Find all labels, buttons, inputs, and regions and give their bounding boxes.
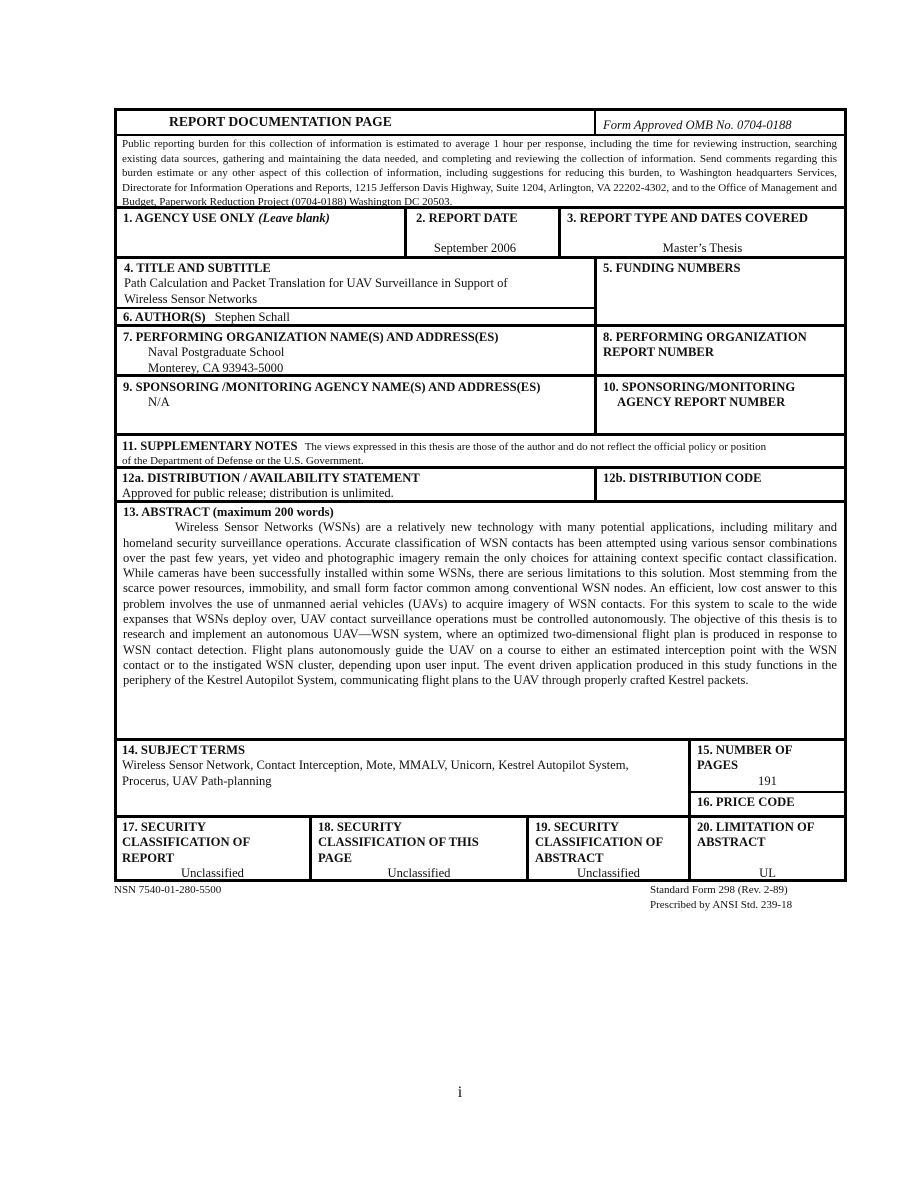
report-date-label: 2. REPORT DATE [416, 211, 518, 225]
sponsoring-report-label-1: 10. SPONSORING/MONITORING [603, 380, 796, 394]
security-report-label-2: CLASSIFICATION OF [122, 835, 251, 850]
supplementary-text-1: The views expressed in this thesis are those of the author and do not reflect the official policy or position [304, 441, 767, 453]
number-of-pages-value: 191 [758, 773, 777, 788]
distribution-statement-label: 12a. DISTRIBUTION / AVAILABILITY STATEMENT [122, 471, 420, 485]
supplementary-text-2: of the Department of Defense or the U.S. Government. [122, 455, 364, 468]
performing-org-line-2: Monterey, CA 93943-5000 [148, 360, 284, 375]
form-title: REPORT DOCUMENTATION PAGE [169, 114, 392, 129]
limitation-abstract-field[interactable] [691, 818, 844, 879]
funding-numbers-field[interactable]: 5. FUNDING NUMBERS [603, 261, 741, 275]
number-of-pages-label-1: 15. NUMBER OF [697, 743, 793, 757]
security-report-value: Unclassified [181, 865, 244, 880]
performing-org-label: 7. PERFORMING ORGANIZATION NAME(S) AND ADDRESS(ES) [123, 330, 499, 344]
security-page-label-1: 18. SECURITY [318, 820, 402, 834]
burden-statement: Public reporting burden for this collection of information is estimated to average 1 hour per response, including the time for reviewing instruction, searching existing data sources, gathering and maintaining the data needed, and completing and reviewing the collection of information. Send comments regarding this burden estimate or any other aspect of this collection of information, including suggestions for reducing this burden, to Washington headquarters Services, Directorate for Information Operations and Reports, 1215 Jefferson Davis Highway, Suite 1204, Arlington, VA 22202-4302, and to the Office of Management and Budget, Paperwork Reduction Project (0704-0188) Washington DC 20503. [122, 138, 837, 208]
subject-terms-line-2: Procerus, UAV Path-planning [122, 773, 272, 788]
sponsoring-agency-label: 9. SPONSORING /MONITORING AGENCY NAME(S) AND ADDRESS(ES) [123, 380, 541, 394]
security-report-label-1: 17. SECURITY [122, 820, 206, 834]
distribution-code-field[interactable]: 12b. DISTRIBUTION CODE [603, 471, 762, 485]
standard-form-label: Standard Form 298 (Rev. 2-89) [650, 884, 788, 896]
author-name: Stephen Schall [214, 310, 290, 324]
sponsoring-report-number-field[interactable] [597, 377, 844, 433]
sponsoring-agency-field[interactable] [117, 377, 594, 433]
security-page-value: Unclassified [387, 865, 451, 880]
nsn-number: NSN 7540-01-280-5500 [114, 884, 222, 896]
title-subtitle-field[interactable] [117, 259, 594, 307]
abstract-label: 13. ABSTRACT (maximum 200 words) [123, 505, 334, 519]
number-of-pages-label-2: PAGES [697, 758, 739, 773]
agency-use-field[interactable] [117, 209, 404, 256]
security-report-label-3: REPORT [122, 850, 175, 865]
supplementary-label: 11. SUPPLEMENTARY NOTES [122, 439, 298, 453]
security-page-field[interactable] [312, 818, 526, 879]
subject-terms-line-1: Wireless Sensor Network, Contact Interception, Mote, MMALV, Unicorn, Kestrel Autopilot System, [122, 758, 629, 773]
agency-use-label: 1. AGENCY USE ONLY [123, 211, 256, 225]
supplementary-line-1 [122, 439, 838, 455]
limitation-abstract-label-1: 20. LIMITATION OF [697, 820, 815, 834]
supplementary-notes-field[interactable] [117, 436, 844, 466]
report-date-field[interactable] [407, 209, 558, 256]
abstract-field[interactable] [117, 503, 844, 738]
limitation-abstract-label-2: ABSTRACT [697, 835, 766, 850]
distribution-statement-field[interactable] [117, 469, 594, 500]
security-abstract-label-1: 19. SECURITY [535, 820, 619, 834]
performing-org-line-1: Naval Postgraduate School [148, 345, 285, 360]
sponsoring-report-label-2: AGENCY REPORT NUMBER [617, 395, 786, 410]
subject-terms-field[interactable] [117, 741, 688, 815]
security-page-label-2: CLASSIFICATION OF THIS [318, 835, 479, 850]
price-code-field[interactable]: 16. PRICE CODE [697, 795, 795, 809]
performing-org-field[interactable] [117, 327, 594, 374]
number-of-pages-field[interactable] [691, 741, 844, 791]
security-page-label-3: PAGE [318, 850, 353, 865]
title-line-1: Path Calculation and Packet Translation for UAV Surveillance in Support of [124, 276, 508, 291]
performing-report-label-1: 8. PERFORMING ORGANIZATION [603, 330, 807, 344]
security-abstract-field[interactable] [529, 818, 688, 879]
prescribed-by-label: Prescribed by ANSI Std. 239-18 [650, 899, 793, 911]
security-abstract-label-2: CLASSIFICATION OF [535, 835, 664, 850]
title-line-2: Wireless Sensor Networks [124, 291, 258, 306]
agency-use-note: (Leave blank) [258, 211, 330, 225]
security-abstract-value: Unclassified [577, 865, 640, 880]
sponsoring-agency-value: N/A [148, 395, 170, 410]
abstract-text: Wireless Sensor Networks (WSNs) are a relatively new technology with many potential applications, including military and homeland security surveillance operations. Accurate classification of WSN contacts has been attempted using various sensor combinations over the past few years, yet video and photographic imagery remain the only choices for attaining context specific contact classification. While cameras have been successfully installed within some WSNs, there are serious limitations to this solution. Most stemming from the scarce power resources, immobility, and small form factor common among conventional WSN nodes. An efficient, low cost answer to this problem involves the use of unmanned aerial vehicles (UAVs) to acquire imagery of WSN contacts. For this system to scale to the wide expanses that WSNs deploy over, UAV contact surveillance operations must be controlled autonomously. The objective of this thesis is to research and implement an autonomous UAV—WSN system, where an optimized two-dimensional flight plan is produced in response to WSN contact detection. Flight plans autonomously guide the UAV on a course to either an estimated interception point with the WSN contact or to the instigated WSN cluster, depending upon user input. The event driven application produced in this study functions in the periphery of the Kestrel Autopilot System, communicating flight plans to the UAV through properly crafted Kestrel packets. [123, 520, 837, 688]
title-subtitle-label: 4. TITLE AND SUBTITLE [124, 261, 271, 275]
limitation-abstract-value: UL [759, 865, 776, 880]
report-type-label: 3. REPORT TYPE AND DATES COVERED [567, 211, 808, 225]
omb-approval: Form Approved OMB No. 0704-0188 [603, 118, 792, 132]
performing-report-number-field[interactable] [597, 327, 844, 374]
author-field[interactable] [117, 309, 594, 325]
security-report-field[interactable] [117, 818, 309, 879]
security-abstract-label-3: ABSTRACT [535, 850, 604, 865]
performing-report-label-2: REPORT NUMBER [603, 345, 714, 360]
report-type-field[interactable] [561, 209, 844, 256]
report-type-value: Master’s Thesis [662, 241, 743, 256]
distribution-statement-value: Approved for public release; distribution is unlimited. [122, 486, 394, 501]
subject-terms-label: 14. SUBJECT TERMS [122, 743, 246, 757]
author-label: 6. AUTHOR(S) [123, 310, 206, 324]
page-number: i [457, 1084, 463, 1101]
report-date-value: September 2006 [433, 241, 517, 256]
